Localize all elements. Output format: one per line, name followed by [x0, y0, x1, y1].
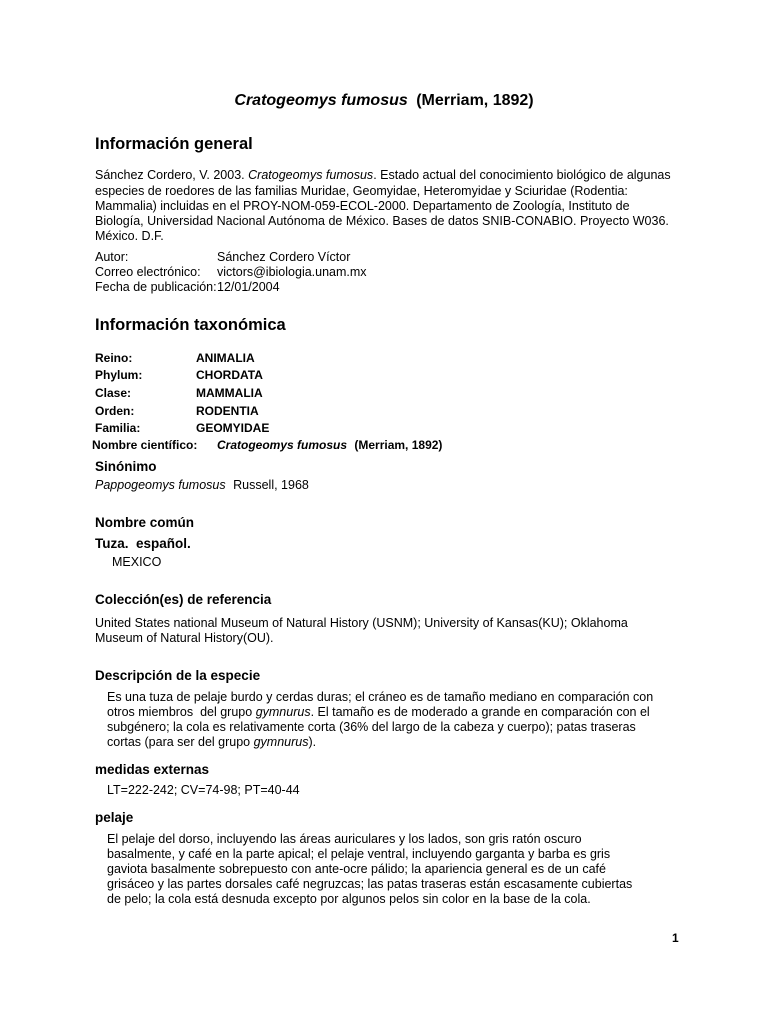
description-line2-b: . El tamaño es de moderado a grande en comparación con el — [310, 705, 650, 719]
tax-value-scientific — [217, 438, 442, 452]
meta-date-value: 12/01/2004 — [217, 280, 280, 294]
citation-line4: Biología, Universidad Nacional Autónoma de México. Bases de datos SNIB-CONABIO. Proyecto W036. — [95, 214, 669, 228]
citation-species: Cratogeomys fumosus — [248, 168, 374, 182]
title-author: (Merriam, 1892) — [416, 92, 534, 109]
collections-line1: United States national Museum of Natural History (USNM); University of Kansas(KU); Oklahoma — [95, 616, 628, 630]
fur-heading: pelaje — [95, 810, 134, 825]
synonym-heading: Sinónimo — [95, 459, 157, 474]
fur-line2: basalmente, y café en la parte apical; el pelaje ventral, incluyendo garganta y barba es gris — [107, 847, 611, 861]
tax-value-phylum: CHORDATA — [196, 368, 263, 382]
fur-line1: El pelaje del dorso, incluyendo las áreas auriculares y los lados, son gris ratón oscuro — [107, 832, 582, 846]
page-number: 1 — [672, 931, 679, 945]
title-species: Cratogeomys fumosus — [234, 92, 408, 109]
citation-line3: Mammalia) incluidas en el PROY-NOM-059-ECOL-2000. Departamento de Zoología, Instituto de — [95, 199, 630, 213]
tax-label-scientific: Nombre científico: — [92, 438, 198, 452]
common-name-heading: Nombre común — [95, 515, 195, 530]
tax-label-clase: Clase: — [95, 386, 132, 400]
description-line4-italic: gymnurus — [253, 735, 309, 749]
meta-date-label: Fecha de publicación: — [95, 280, 217, 294]
description-line2-italic: gymnurus — [255, 705, 311, 719]
scientific-species: Cratogeomys fumosus — [217, 438, 348, 452]
meta-author-value: Sánchez Cordero Víctor — [217, 250, 351, 264]
tax-label-reino: Reino: — [95, 351, 133, 365]
tax-value-orden: RODENTIA — [196, 404, 259, 418]
description-line4-a: cortas (para ser del grupo — [107, 735, 254, 749]
description-line4 — [107, 735, 316, 750]
tax-label-orden: Orden: — [95, 404, 135, 418]
general-heading: Información general — [95, 135, 253, 153]
fur-line3: gaviota basalmente sobrepuesto con ante-ocre pálido; la apariencia general es de un café — [107, 862, 606, 876]
synonym-entry — [95, 478, 309, 493]
measurements-value: LT=222-242; CV=74-98; PT=40-44 — [107, 783, 300, 797]
taxonomy-heading: Información taxonómica — [95, 316, 286, 334]
tax-value-familia: GEOMYIDAE — [196, 421, 270, 435]
meta-email-label: Correo electrónico: — [95, 265, 201, 279]
citation-line1-rest: . Estado actual del conocimiento biológico de algunas — [373, 168, 671, 182]
description-line2 — [107, 705, 650, 720]
synonym-species: Pappogeomys fumosus — [95, 478, 226, 492]
tax-value-reino: ANIMALIA — [196, 351, 255, 365]
tax-label-phylum: Phylum: — [95, 368, 143, 382]
citation-prefix: Sánchez Cordero, V. 2003. — [95, 168, 245, 182]
description-line2-a: otros miembros del grupo — [107, 705, 256, 719]
citation-line5: México. D.F. — [95, 229, 164, 243]
measurements-heading: medidas externas — [95, 762, 210, 777]
document-title — [0, 92, 768, 110]
citation-line2: especies de roedores de las familias Muridae, Geomyidae, Heteromyidae y Sciuridae (Rodentia: — [95, 184, 628, 198]
fur-line5: de pelo; la cola está desnuda excepto por algunos pelos sin color en la base de la cola. — [107, 892, 591, 906]
tax-label-familia: Familia: — [95, 421, 141, 435]
synonym-author: Russell, 1968 — [233, 478, 309, 492]
collections-heading: Colección(es) de referencia — [95, 592, 272, 607]
description-heading: Descripción de la especie — [95, 668, 261, 683]
description-line3: subgénero; la cola es relativamente corta (36% del largo de la cabeza y cuerpo); patas traseras — [107, 720, 636, 734]
tax-value-clase: MAMMALIA — [196, 386, 263, 400]
common-name-region: MEXICO — [112, 555, 162, 569]
meta-email-value: victors@ibiologia.unam.mx — [217, 265, 367, 279]
description-line4-b: ). — [308, 735, 317, 749]
collections-line2: Museum of Natural History(OU). — [95, 631, 274, 645]
scientific-author: (Merriam, 1892) — [354, 438, 443, 452]
meta-author-label: Autor: — [95, 250, 129, 264]
description-line1: Es una tuza de pelaje burdo y cerdas duras; el cráneo es de tamaño mediano en comparación con — [107, 690, 654, 704]
fur-line4: grisáceo y las partes dorsales café negruzcas; las patas traseras están escasamente cubiertas — [107, 877, 633, 891]
common-name-value: Tuza. español. — [95, 536, 191, 551]
